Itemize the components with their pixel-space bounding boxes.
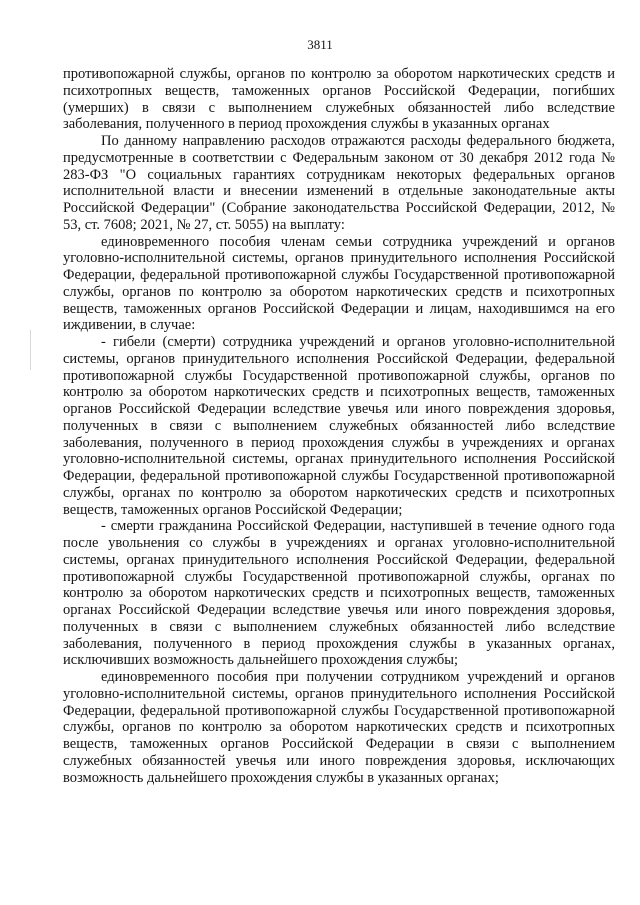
paragraph-2: По данному направлению расходов отражаются расходы федерального бюджета, предусмотренные в соответствии с Федеральным законом от 30 декабря 2012 года № 283-ФЗ "О социальных гарантиях сотрудникам некоторых федеральных органов исполнительной власти и внесении изменений в отдельные законодательные акты Российской Федерации" (Собрание законодательства Российской Федерации, 2012, № 53, ст. 7608; 2021, № 27, ст. 5055) на выплату: bbox=[63, 133, 615, 233]
page-number: 3811 bbox=[307, 37, 333, 52]
document-body bbox=[63, 66, 615, 786]
paragraph-3: единовременного пособия членам семьи сотрудника учреждений и органов уголовно-исполнительной системы, органов принудительного исполнения Российской Федерации, федеральной противопожарной службы Государственной противопожарной службы, органов по контролю за оборотом наркотических средств и психотропных веществ, таможенных органов Российской Федерации и лицам, находившимся на его иждивении, в случае: bbox=[63, 233, 615, 334]
paragraph-6: единовременного пособия при получении сотрудником учреждений и органов уголовно-исполнительной системы, органов принудительного исполнения Российской Федерации, федеральной противопожарной службы Государственной противопожарной службы, органов по контролю за оборотом наркотических средств и психотропных веществ, таможенных органов Российской Федерации в связи с выполнением служебных обязанностей увечья или иного повреждения здоровья, исключающих возможность дальнейшего прохождения службы в указанных органах; bbox=[63, 669, 615, 786]
paragraph-4: - гибели (смерти) сотрудника учреждений и органов уголовно-исполнительной системы, органов принудительного исполнения Российской Федерации, федеральной противопожарной службы Государственной противопожарной службы, органов по контролю за оборотом наркотических средств и психотропных веществ, таможенных органов Российской Федерации вследствие увечья или иного повреждения здоровья, полученных в связи с выполнением служебных обязанностей либо вследствие заболевания, полученного в период прохождения службы в учреждениях и органах уголовно-исполнительной системы, органах принудительного исполнения Российской Федерации, федеральной противопожарной службы Государственной противопожарной службы, органах по контролю за оборотом наркотических средств и психотропных веществ, таможенных органов Российской Федерации; bbox=[63, 334, 615, 518]
paragraph-5: - смерти гражданина Российской Федерации, наступившей в течение одного года после увольнения со службы в учреждениях и органах уголовно-исполнительной системы, органах принудительного исполнения Российской Федерации, федеральной противопожарной службы Государственной противопожарной службы, органах по контролю за оборотом наркотических средств и психотропных веществ, таможенных органах Российской Федерации вследствие увечья или иного повреждения здоровья, полученных в связи с выполнением служебных обязанностей либо вследствие заболевания, полученного в период прохождения службы в указанных органах, исключивших возможность дальнейшего прохождения службы; bbox=[63, 518, 615, 669]
paragraph-1: противопожарной службы, органов по контролю за оборотом наркотических средств и психотропных веществ, таможенных органов Российской Федерации, погибших (умерших) в связи с выполнением служебных обязанностей либо вследствие заболевания, полученного в период прохождения службы в указанных органах bbox=[63, 66, 615, 133]
scan-margin-line bbox=[30, 330, 31, 370]
